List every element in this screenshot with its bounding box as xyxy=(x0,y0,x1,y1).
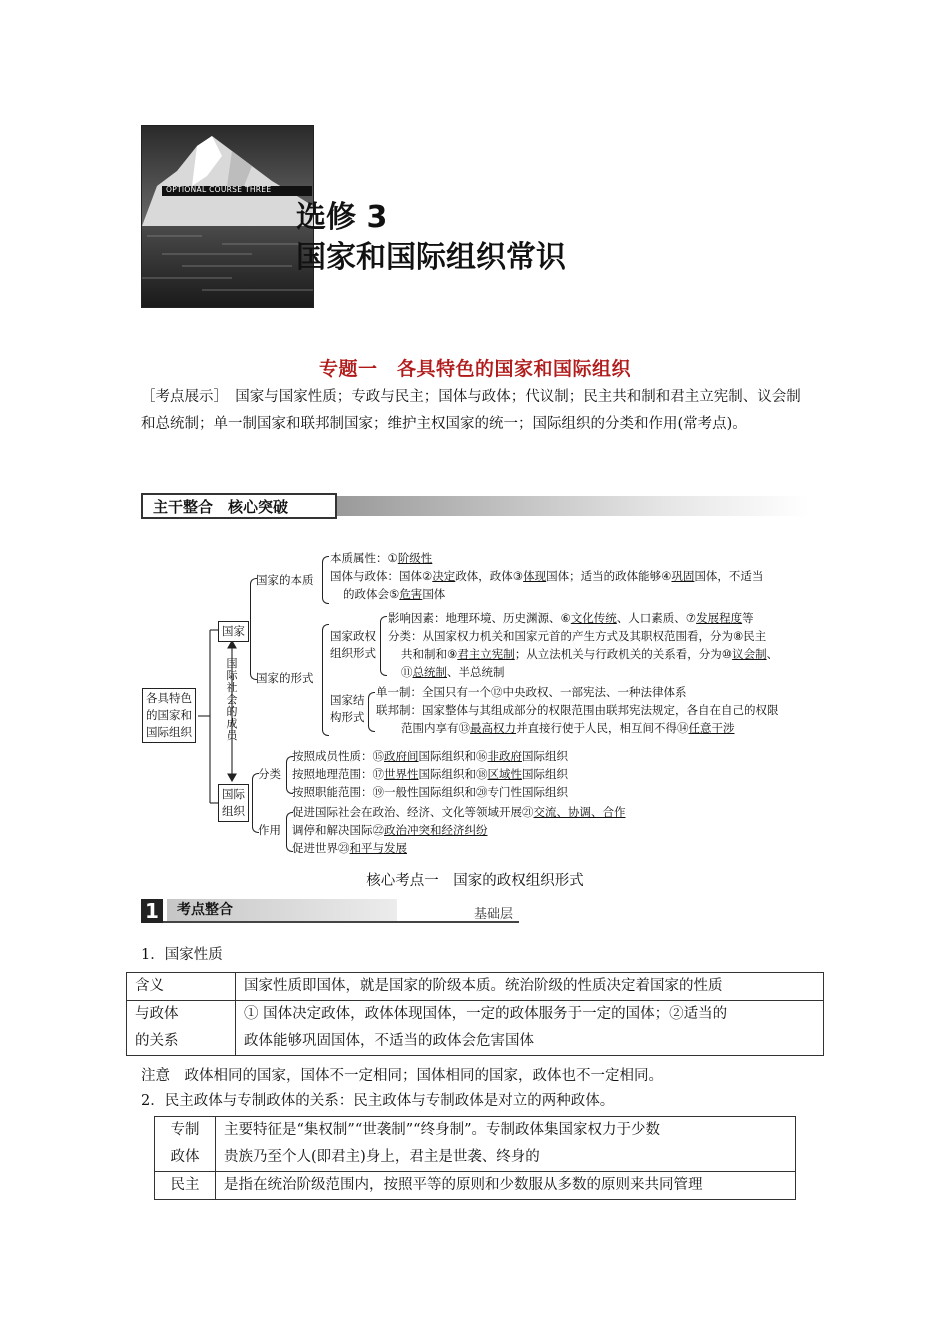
c1-mid: 国际组织和⑯ xyxy=(418,749,488,763)
classify-2 xyxy=(292,766,568,783)
class-line3-suffix: 、半总统制 xyxy=(447,665,505,679)
concept-root-line3: 国际组织 xyxy=(146,725,192,739)
node-struct-form-line2: 构形式 xyxy=(330,710,365,724)
c1-prefix: 按照成员性质：⑮ xyxy=(292,749,384,763)
c1-suffix: 国际组织 xyxy=(522,749,568,763)
c2-mid: 国际组织和⑱ xyxy=(418,767,488,781)
header-line2: 的关系 xyxy=(135,1033,179,1049)
table-regime xyxy=(154,1116,796,1200)
answer-1: 阶级性 xyxy=(397,551,433,565)
c2-prefix: 按照地理范围：⑰ xyxy=(292,767,384,781)
brace-struct-form xyxy=(368,692,375,732)
concept-root-line2: 的国家和 xyxy=(146,708,192,722)
relation-line2-suffix: 国体 xyxy=(422,587,446,601)
essence-relation xyxy=(330,568,763,585)
answer-22: 政治冲突和经济纠纷 xyxy=(384,823,488,837)
factors-prefix: 影响因素：地理环境、历史渊源、⑥ xyxy=(388,611,571,625)
sub-banner-rule xyxy=(163,921,519,923)
cover-image xyxy=(141,125,314,308)
relation-mid2: 国体；适当的政体能够④ xyxy=(546,569,672,583)
sub-banner-number: 1 xyxy=(141,899,163,923)
node-intl-org xyxy=(218,784,249,822)
course-title xyxy=(296,198,566,278)
class-line2-suffix: 、 xyxy=(766,647,779,661)
r3-prefix: 促进世界㉓ xyxy=(292,841,350,855)
note-paragraph: 注意 政体相同的国家，国体不一定相同；国体相同的国家，政体也不一定相同。 xyxy=(141,1068,663,1084)
answer-2: 决定 xyxy=(432,569,456,583)
cell-line2: 贵族乃至个人(即君主)身上，君主是世袭、终身的 xyxy=(224,1149,540,1165)
table-row xyxy=(155,1172,796,1200)
node-power-form-line2: 组织形式 xyxy=(330,646,376,660)
answer-7: 发展程度 xyxy=(696,611,743,625)
role-3 xyxy=(292,840,407,857)
federal-line2-mid: 并直接行使于人民，相互间不得⑭ xyxy=(516,721,689,735)
header-line1: 专制 xyxy=(170,1122,200,1138)
answer-18: 区域性 xyxy=(487,767,522,781)
table-header-cell xyxy=(155,1117,216,1172)
node-form: 国家的形式 xyxy=(256,671,314,685)
table-row xyxy=(127,973,824,1001)
node-intl-org-line2: 组织 xyxy=(222,804,245,818)
essence-attr xyxy=(330,550,432,567)
header-line2: 政体 xyxy=(170,1149,200,1165)
answer-21: 交流、协调、合作 xyxy=(533,805,626,819)
node-power-form xyxy=(330,628,376,662)
cell-line2: 政体能够巩固国体，不适当的政体会危害国体 xyxy=(244,1033,534,1049)
table-row xyxy=(127,1001,824,1056)
answer-10: 议会制 xyxy=(732,647,767,661)
class-line3-prefix: ⑪ xyxy=(401,665,413,679)
topic-heading: 专题一 各具特色的国家和国际组织 xyxy=(318,358,631,380)
table-row xyxy=(155,1117,796,1172)
relation-prefix: 国体与政体：国体② xyxy=(330,569,433,583)
section-banner-label: 主干整合 核心突破 xyxy=(141,493,337,519)
exam-points-paragraph: ［考点展示］ 国家与国家性质；专政与民主；国体与政体；代议制；民主共和制和君主立宪制、议会制和总统制；单一制国家和联邦制国家；维护主权国家的统一；国际组织的分类和作用(常考点)。 xyxy=(141,389,801,432)
answer-3: 体现 xyxy=(523,569,547,583)
federal-line2-prefix: 范围内享有⑬ xyxy=(401,721,470,735)
essence-relation-line2 xyxy=(343,586,445,603)
r1-prefix: 促进国际社会在政治、经济、文化等领域开展㉑ xyxy=(292,805,534,819)
power-class-line1: 分类：从国家权力机关和国家元首的产生方式及其职权范围看，分为⑧民主 xyxy=(388,629,767,643)
answer-17: 世界性 xyxy=(384,767,419,781)
concept-root-line1: 各具特色 xyxy=(146,691,192,705)
table-cell: 是指在统治阶级范围内，按照平等的原则和少数服从多数的原则来共同管理 xyxy=(216,1172,796,1200)
brace-essence xyxy=(322,556,329,604)
course-title-line1: 选修 3 xyxy=(296,200,388,235)
answer-23: 和平与发展 xyxy=(349,841,407,855)
table-header-cell: 民主 xyxy=(155,1172,216,1200)
struct-unitary: 单一制：全国只有一个⑫中央政权、一部宪法、一种法律体系 xyxy=(376,685,687,699)
essence-attr-prefix: 本质属性：① xyxy=(330,551,398,565)
section2-title: 2．民主政体与专制政体的关系：民主政体与专制政体是对立的两种政体。 xyxy=(141,1093,615,1109)
factors-mid: 、人口素质、⑦ xyxy=(616,611,697,625)
relation-mid1: 政体，政体③ xyxy=(455,569,524,583)
sub-banner-label: 考点整合 xyxy=(167,899,397,921)
role-1 xyxy=(292,804,626,821)
cell-line1: 主要特征是“集权制”“世袭制”“终身制”。专制政体集国家权力于少数 xyxy=(224,1122,660,1138)
node-intl-org-line1: 国际 xyxy=(222,787,245,801)
table-header-cell xyxy=(127,1001,236,1056)
concept-root xyxy=(142,688,196,743)
answer-15: 政府间 xyxy=(384,749,419,763)
section-banner-bar xyxy=(337,496,809,516)
classify-3: 按照职能范围：⑲一般性国际组织和⑳专门性国际组织 xyxy=(292,785,568,799)
power-class-line2 xyxy=(401,646,778,663)
node-classify: 分类 xyxy=(258,767,281,781)
struct-federal-line2 xyxy=(401,720,735,737)
node-role: 作用 xyxy=(258,823,281,837)
sub-banner-level: 基础层 xyxy=(474,907,514,922)
relation-mid3: 国体，不适当 xyxy=(694,569,764,583)
class-line2-mid: ；从立法机关与行政机关的关系看，分为⑩ xyxy=(514,647,733,661)
relation-line2-prefix: 的政体会⑤ xyxy=(343,587,400,601)
table-cell xyxy=(236,1001,824,1056)
table-cell: 国家性质即国体，就是国家的阶级本质。统治阶级的性质决定着国家的性质 xyxy=(236,973,824,1001)
cover-badge: OPTIONAL COURSE THREE xyxy=(166,185,272,194)
section-banner xyxy=(141,493,809,519)
c2-suffix: 国际组织 xyxy=(522,767,568,781)
answer-13: 最高权力 xyxy=(470,721,516,735)
brace-power-form xyxy=(380,616,387,676)
cell-line1: ① 国体决定政体，政体体现国体，一定的政体服务于一定的国体；②适当的 xyxy=(244,1006,728,1022)
node-struct-form-line1: 国家结 xyxy=(330,693,365,707)
table-cell xyxy=(216,1117,796,1172)
power-factors xyxy=(388,610,754,627)
struct-federal-line1: 联邦制：国家整体与其组成部分的权限范围由联邦宪法规定，各自在自己的权限 xyxy=(376,703,779,717)
node-struct-form xyxy=(330,692,365,726)
core-point-heading: 核心考点一 国家的政权组织形式 xyxy=(366,873,584,889)
answer-6: 文化传统 xyxy=(570,611,617,625)
concept-map xyxy=(140,548,820,858)
class-line2-prefix: 共和制和⑨ xyxy=(401,647,458,661)
classify-1 xyxy=(292,748,568,765)
r2-prefix: 调停和解决国际㉒ xyxy=(292,823,384,837)
table-header-cell: 含义 xyxy=(127,973,236,1001)
node-state: 国家 xyxy=(218,621,249,642)
answer-16: 非政府 xyxy=(487,749,522,763)
answer-4: 巩固 xyxy=(671,569,695,583)
table-state-nature xyxy=(126,972,824,1056)
answer-14: 任意干涉 xyxy=(688,721,735,735)
sub-banner xyxy=(141,899,521,925)
power-class-line3 xyxy=(401,664,505,681)
factors-suffix: 等 xyxy=(742,611,754,625)
section1-title: 1．国家性质 xyxy=(141,947,223,963)
role-2 xyxy=(292,822,488,839)
node-power-form-line1: 国家政权 xyxy=(330,629,376,643)
answer-9: 君主立宪制 xyxy=(457,647,515,661)
brace-form xyxy=(322,624,329,736)
answer-5: 危害 xyxy=(399,587,423,601)
header-line1: 与政体 xyxy=(135,1006,179,1022)
course-title-line2: 国家和国际组织常识 xyxy=(296,240,566,275)
node-essence: 国家的本质 xyxy=(256,573,314,587)
brace-state xyxy=(250,578,257,680)
member-vertical-label: 国际社会的成员 xyxy=(226,657,238,742)
answer-11: 总统制 xyxy=(412,665,447,679)
